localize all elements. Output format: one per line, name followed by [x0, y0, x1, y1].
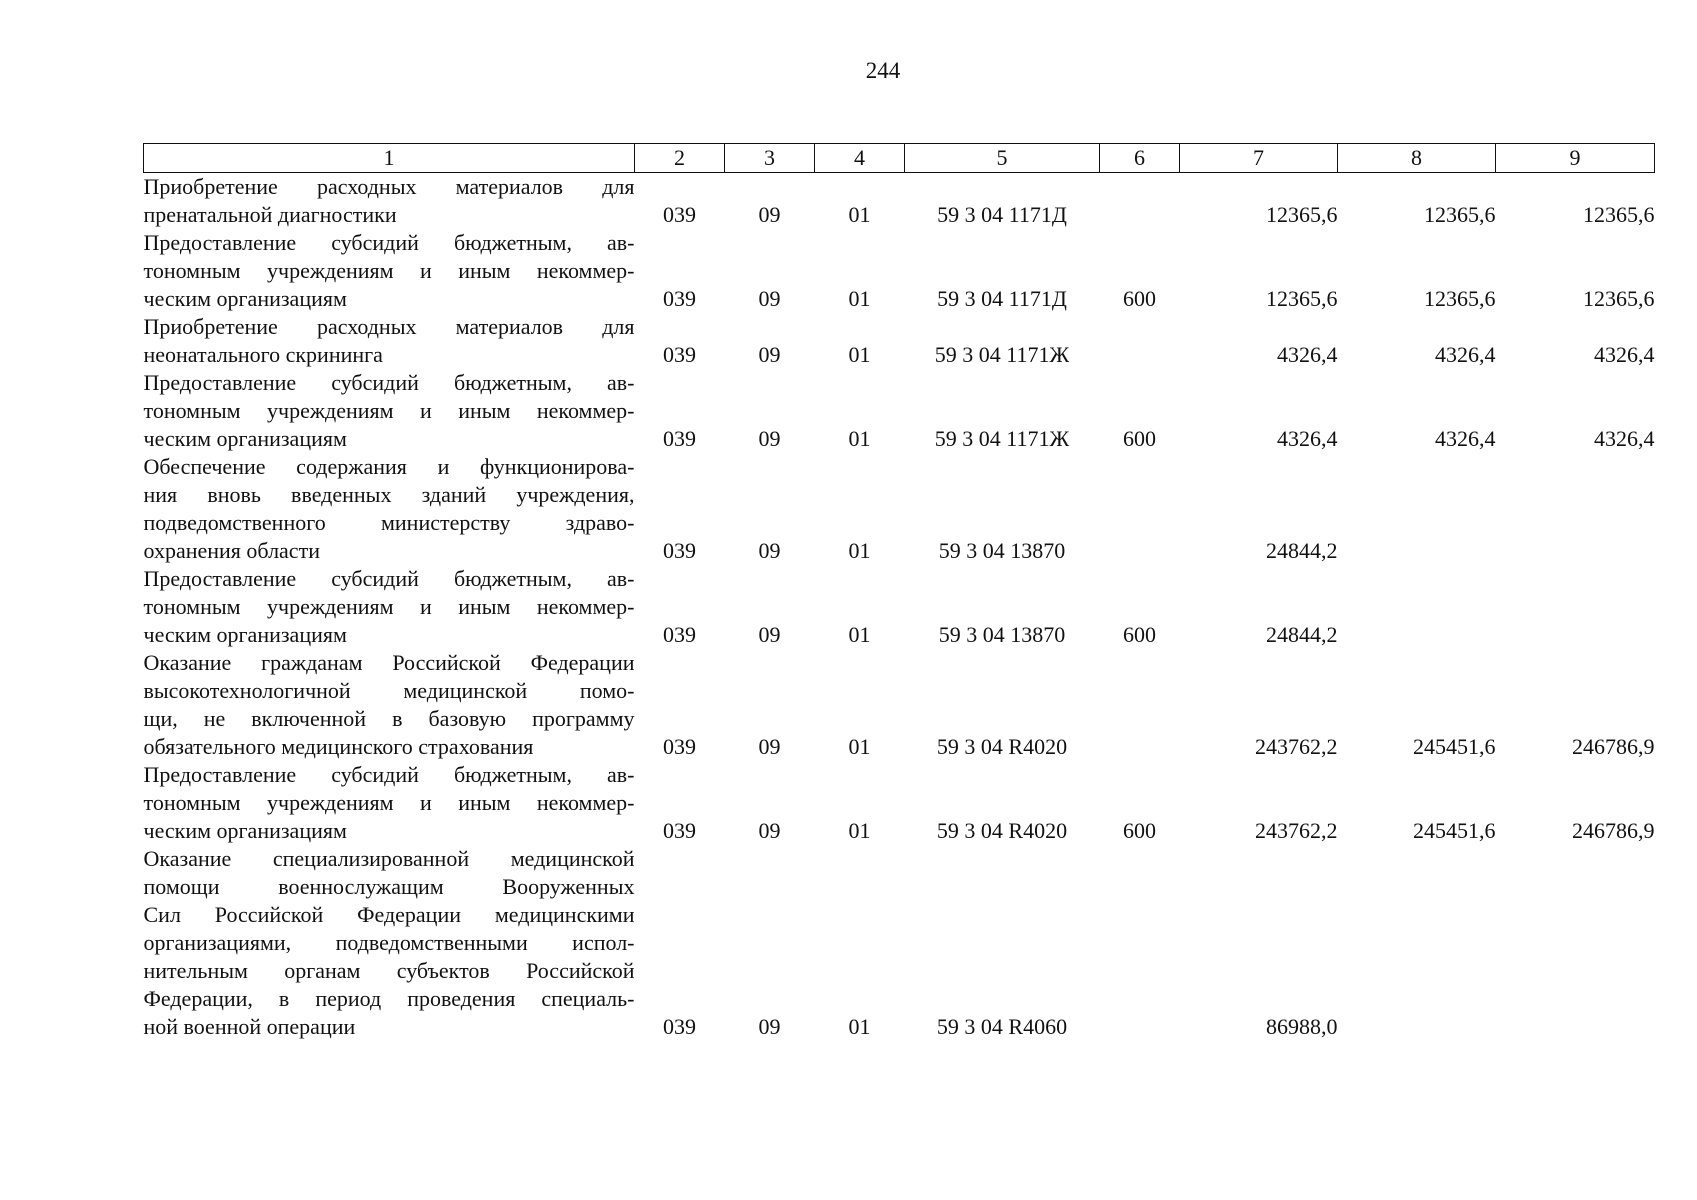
- description-line: ной военной операции: [143, 1014, 356, 1039]
- table-row: [144, 369, 1655, 453]
- description-line: Предоставление субсидий бюджетным, ав-: [143, 762, 635, 787]
- amount-year-2: 4326,4: [1435, 342, 1496, 367]
- table-row: [144, 229, 1655, 313]
- column-header: 7: [1180, 144, 1338, 173]
- description-line: Федерации, в период проведения специаль-: [143, 986, 635, 1011]
- row-description: [144, 369, 635, 453]
- target-article-code: 59 3 04 13870: [938, 622, 1066, 647]
- column-header: 2: [635, 144, 725, 173]
- expense-type-code: [1100, 453, 1180, 565]
- table-row: [144, 313, 1655, 369]
- description-line: Предоставление субсидий бюджетным, ав-: [143, 566, 635, 591]
- description-line: пренатальной диагностики: [143, 202, 397, 227]
- target-article-code: 59 3 04 1171Ж: [934, 342, 1070, 367]
- amount-year-1: 86988,0: [1266, 1014, 1338, 1039]
- description-line: нительным органам субъектов Российской: [143, 958, 635, 983]
- amount-year-1: 24844,2: [1266, 538, 1338, 563]
- description-line: Предоставление субсидий бюджетным, ав-: [143, 230, 635, 255]
- description-line: ческим организациям: [143, 286, 347, 311]
- column-header: 8: [1338, 144, 1496, 173]
- subsection-code: 01: [848, 342, 871, 367]
- description-line: охранения области: [143, 538, 320, 563]
- table-row: [144, 649, 1655, 761]
- section-code: 09: [758, 1014, 781, 1039]
- table-row: [144, 845, 1655, 1041]
- ministry-code: 039: [663, 538, 696, 563]
- subsection-code: 01: [848, 426, 871, 451]
- description-line: высокотехнологичной медицинской помо-: [143, 678, 635, 703]
- section-code: 09: [758, 734, 781, 759]
- row-description: [144, 173, 635, 230]
- description-line: тономным учреждениям и иным некоммер-: [143, 398, 635, 423]
- column-header: 9: [1496, 144, 1655, 173]
- expense-type-code: 600: [1123, 818, 1156, 843]
- amount-year-2: [1338, 453, 1496, 565]
- table-row: [144, 565, 1655, 649]
- subsection-code: 01: [848, 202, 871, 227]
- section-code: 09: [758, 538, 781, 563]
- description-line: ния вновь введенных зданий учреждения,: [143, 482, 635, 507]
- amount-year-2: 245451,6: [1413, 818, 1496, 843]
- description-line: Оказание гражданам Российской Федерации: [143, 650, 635, 675]
- description-line: помощи военнослужащим Вооруженных: [143, 874, 635, 899]
- description-line: Предоставление субсидий бюджетным, ав-: [143, 370, 635, 395]
- subsection-code: 01: [848, 734, 871, 759]
- description-line: тономным учреждениям и иным некоммер-: [143, 594, 635, 619]
- subsection-code: 01: [848, 286, 871, 311]
- description-line: Приобретение расходных материалов для: [143, 174, 635, 199]
- subsection-code: 01: [848, 538, 871, 563]
- description-line: ческим организациям: [143, 426, 347, 451]
- target-article-code: 59 3 04 1171Ж: [934, 426, 1070, 451]
- description-line: Обеспечение содержания и функционирова-: [143, 454, 635, 479]
- ministry-code: 039: [663, 342, 696, 367]
- amount-year-2: 12365,6: [1424, 286, 1496, 311]
- amount-year-3: 4326,4: [1594, 426, 1655, 451]
- expense-type-code: [1100, 845, 1180, 1041]
- description-line: обязательного медицинского страхования: [143, 734, 534, 759]
- amount-year-3: [1496, 565, 1655, 649]
- target-article-code: 59 3 04 R4020: [936, 734, 1068, 759]
- ministry-code: 039: [663, 734, 696, 759]
- table-row: [144, 173, 1655, 230]
- expense-type-code: [1100, 173, 1180, 230]
- ministry-code: 039: [663, 426, 696, 451]
- target-article-code: 59 3 04 R4060: [936, 1014, 1068, 1039]
- row-description: [144, 845, 635, 1041]
- amount-year-3: 12365,6: [1583, 286, 1655, 311]
- expense-type-code: 600: [1123, 426, 1156, 451]
- amount-year-3: [1496, 845, 1655, 1041]
- section-code: 09: [758, 622, 781, 647]
- target-article-code: 59 3 04 1171Д: [937, 286, 1067, 311]
- page-number: 244: [865, 58, 901, 83]
- description-line: Приобретение расходных материалов для: [143, 314, 635, 339]
- amount-year-2: 12365,6: [1424, 202, 1496, 227]
- amount-year-2: [1338, 845, 1496, 1041]
- column-header: 3: [725, 144, 815, 173]
- description-line: подведомственного министерству здраво-: [143, 510, 635, 535]
- description-line: Сил Российской Федерации медицинскими: [143, 902, 635, 927]
- column-header: 1: [144, 144, 635, 173]
- amount-year-1: 243762,2: [1255, 818, 1338, 843]
- expense-type-code: 600: [1123, 622, 1156, 647]
- amount-year-1: 4326,4: [1277, 426, 1338, 451]
- row-description: [144, 229, 635, 313]
- amount-year-3: 246786,9: [1572, 818, 1655, 843]
- section-code: 09: [758, 202, 781, 227]
- description-line: тономным учреждениям и иным некоммер-: [143, 258, 635, 283]
- subsection-code: 01: [848, 622, 871, 647]
- amount-year-3: 246786,9: [1572, 734, 1655, 759]
- section-code: 09: [758, 426, 781, 451]
- description-line: щи, не включенной в базовую программу: [143, 706, 635, 731]
- column-header: 6: [1100, 144, 1180, 173]
- row-description: [144, 453, 635, 565]
- amount-year-1: 12365,6: [1266, 286, 1338, 311]
- target-article-code: 59 3 04 R4020: [936, 818, 1068, 843]
- target-article-code: 59 3 04 1171Д: [937, 202, 1067, 227]
- table-body: [144, 173, 1655, 1042]
- row-description: [144, 565, 635, 649]
- amount-year-1: 4326,4: [1277, 342, 1338, 367]
- description-line: организациями, подведомственными испол-: [143, 930, 635, 955]
- expense-type-code: [1100, 649, 1180, 761]
- subsection-code: 01: [848, 1014, 871, 1039]
- amount-year-2: [1338, 565, 1496, 649]
- amount-year-1: 24844,2: [1266, 622, 1338, 647]
- ministry-code: 039: [663, 286, 696, 311]
- column-header: 5: [905, 144, 1100, 173]
- section-code: 09: [758, 342, 781, 367]
- row-description: [144, 761, 635, 845]
- ministry-code: 039: [663, 818, 696, 843]
- table-row: [144, 761, 1655, 845]
- row-description: [144, 649, 635, 761]
- amount-year-3: [1496, 453, 1655, 565]
- amount-year-2: 4326,4: [1435, 426, 1496, 451]
- amount-year-3: 4326,4: [1594, 342, 1655, 367]
- amount-year-1: 12365,6: [1266, 202, 1338, 227]
- section-code: 09: [758, 286, 781, 311]
- ministry-code: 039: [663, 1014, 696, 1039]
- description-line: ческим организациям: [143, 622, 347, 647]
- table-row: [144, 453, 1655, 565]
- amount-year-3: 12365,6: [1583, 202, 1655, 227]
- ministry-code: 039: [663, 202, 696, 227]
- description-line: тономным учреждениям и иным некоммер-: [143, 790, 635, 815]
- column-numbers-row: [144, 144, 1655, 173]
- section-code: 09: [758, 818, 781, 843]
- description-line: неонатального скрининга: [143, 342, 383, 367]
- description-line: Оказание специализированной медицинской: [143, 846, 635, 871]
- subsection-code: 01: [848, 818, 871, 843]
- column-header: 4: [815, 144, 905, 173]
- expense-type-code: [1100, 313, 1180, 369]
- budget-table: [143, 143, 1655, 1041]
- expense-type-code: 600: [1123, 286, 1156, 311]
- ministry-code: 039: [663, 622, 696, 647]
- row-description: [144, 313, 635, 369]
- description-line: ческим организациям: [143, 818, 347, 843]
- amount-year-2: 245451,6: [1413, 734, 1496, 759]
- target-article-code: 59 3 04 13870: [938, 538, 1066, 563]
- amount-year-1: 243762,2: [1255, 734, 1338, 759]
